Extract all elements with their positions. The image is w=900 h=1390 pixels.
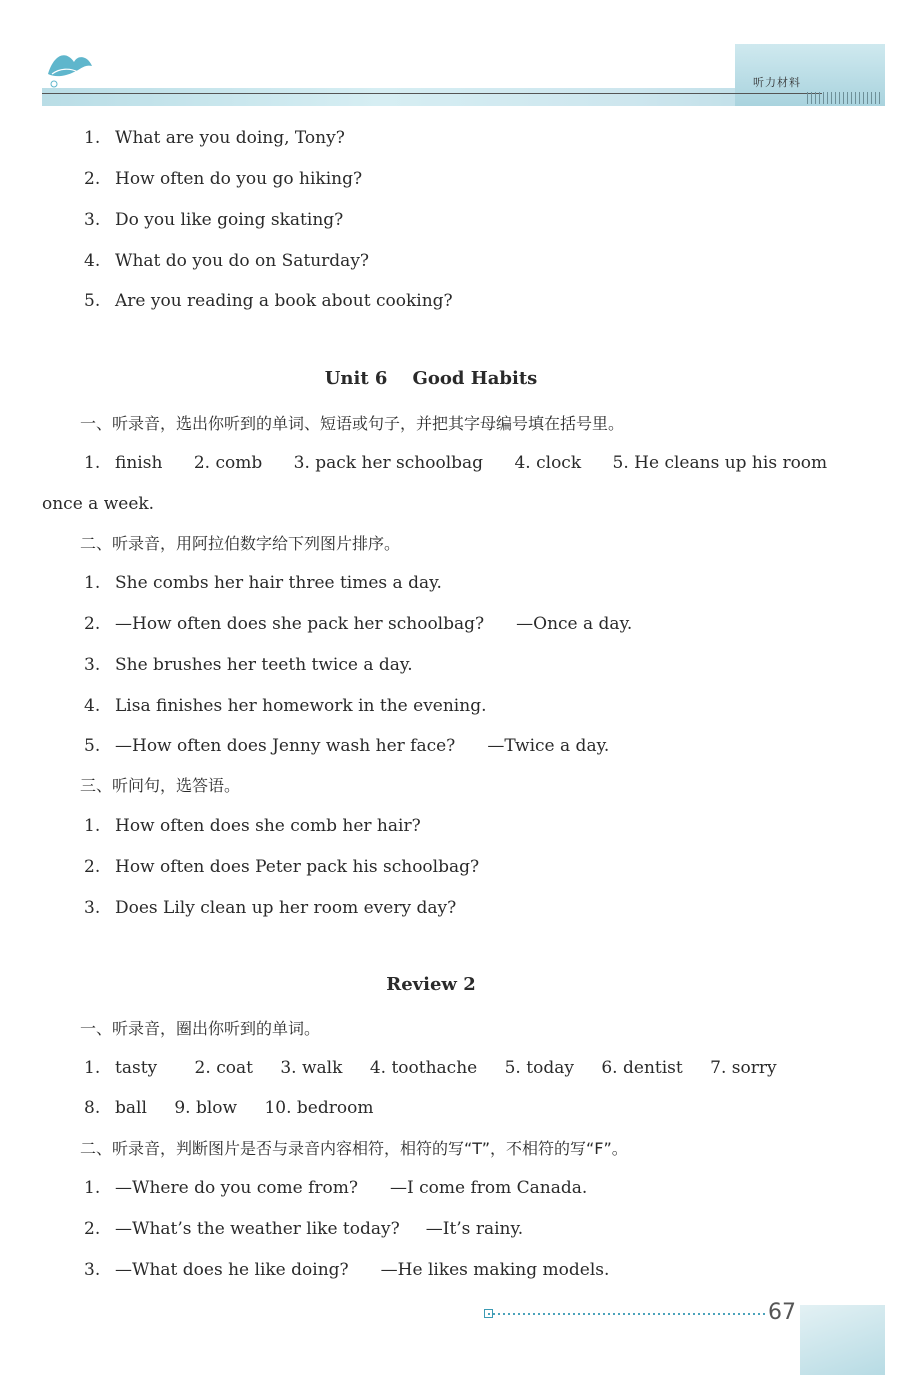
list-item: 4. What do you do on Saturday?: [84, 251, 370, 271]
bird-logo-icon: [44, 44, 96, 88]
review2-part2-instruction: 二、听录音，判断图片是否与录音内容相符，相符的写“T”，不相符的写“F”。: [80, 1139, 628, 1158]
header-title: 听力材料: [753, 76, 801, 89]
footer-dotted-rule: [488, 1313, 768, 1315]
list-item: 2. How often does Peter pack his schoolbag?: [84, 857, 480, 877]
list-item: 5. Are you reading a book about cooking?: [84, 291, 453, 311]
unit6-part1-items: 1. finish 2. comb 3. pack her schoolbag 4. clock 5. He cleans up his room: [84, 453, 828, 473]
unit6-part1-instruction: 一、听录音，选出你听到的单词、短语或句子，并把其字母编号填在括号里。: [80, 414, 625, 433]
unit6-part1-continuation: once a week.: [42, 494, 155, 514]
list-item: 2. —What’s the weather like today? —It’s rainy.: [84, 1219, 524, 1239]
unit6-part3-instruction: 三、听问句，选答语。: [80, 776, 241, 795]
corner-decoration: [800, 1305, 885, 1375]
list-item: 1. —Where do you come from? —I come from Canada.: [84, 1178, 588, 1198]
page-header: [42, 44, 885, 106]
list-item: 1. She combs her hair three times a day.: [84, 573, 442, 593]
list-item: 4. Lisa finishes her homework in the evening.: [84, 696, 487, 716]
review2-part1-row2: 8. ball 9. blow 10. bedroom: [84, 1098, 374, 1118]
list-item: 3. Does Lily clean up her room every day?: [84, 898, 457, 918]
list-item: 5. —How often does Jenny wash her face? —Twice a day.: [84, 736, 610, 756]
list-item: 2. —How often does she pack her schoolbag? —Once a day.: [84, 614, 633, 634]
list-item: 3. Do you like going skating?: [84, 210, 344, 230]
review2-title: Review 2: [386, 974, 476, 995]
unit6-part2-instruction: 二、听录音，用阿拉伯数字给下列图片排序。: [80, 534, 401, 553]
review2-part1-instruction: 一、听录音，圈出你听到的单词。: [80, 1019, 321, 1038]
list-item: 1. What are you doing, Tony?: [84, 128, 345, 148]
list-item: 3. —What does he like doing? —He likes making models.: [84, 1260, 610, 1280]
header-rule: [42, 93, 822, 94]
list-item: 3. She brushes her teeth twice a day.: [84, 655, 413, 675]
page-number: 67: [768, 1300, 796, 1325]
list-item: 1. How often does she comb her hair?: [84, 816, 421, 836]
unit6-title: Unit 6 Good Habits: [324, 368, 538, 389]
list-item: 2. How often do you go hiking?: [84, 169, 363, 189]
header-ticks: [807, 92, 883, 104]
review2-part1-row1: 1. tasty 2. coat 3. walk 4. toothache 5. today 6. dentist 7. sorry: [84, 1058, 777, 1078]
